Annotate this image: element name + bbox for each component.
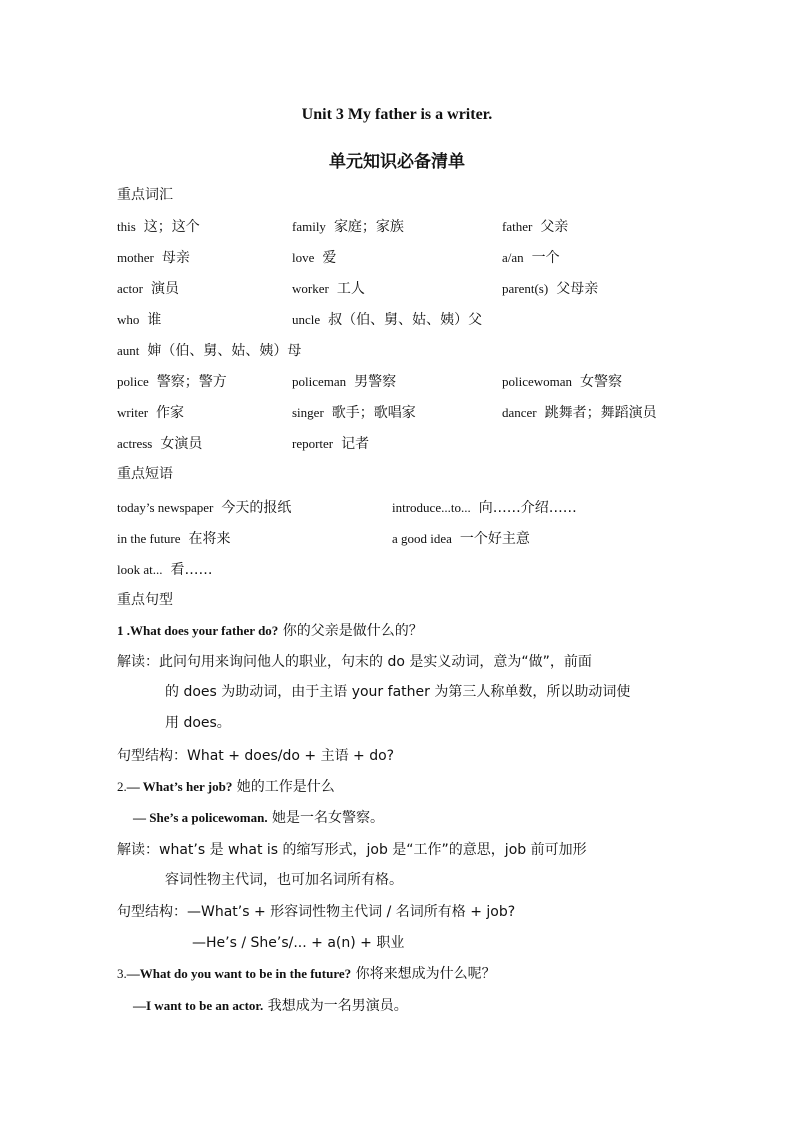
term-en: aunt — [117, 343, 140, 358]
phrase-item — [117, 557, 213, 581]
phrase-item — [392, 526, 530, 550]
term-zh: 今天的报纸 — [221, 500, 292, 516]
vocab-item — [502, 400, 657, 424]
term-zh: 一个 — [531, 250, 560, 266]
sentence-heading: 重点句型 — [117, 592, 173, 608]
term-en: actress — [117, 436, 153, 451]
sentence-2-question: 2.— What’s her job? 她的工作是什么 — [117, 779, 335, 795]
term-en: a/an — [502, 250, 524, 265]
vocab-item — [292, 400, 416, 424]
term-en: look at... — [117, 562, 163, 577]
term-en: introduce...to... — [392, 500, 471, 515]
sentence-2-explain: 解读：what’s 是 what is 的缩写形式，job 是“工作”的意思，job 前可加形 — [117, 842, 587, 858]
term-zh: 警察；警方 — [156, 374, 227, 390]
term-zh: 记者 — [341, 436, 370, 452]
sentence-2-explain-line-2: 容词性物主代词，也可加名词所有格。 — [165, 872, 403, 888]
sentence-1-question: 1 .What does your father do? 你的父亲是做什么的？ — [117, 623, 423, 639]
vocab-item — [117, 338, 301, 362]
sentence-3-answer: —I want to be an actor. 我想成为一名男演员。 — [133, 998, 408, 1014]
term-zh: 这；这个 — [143, 219, 200, 235]
phrase-heading: 重点短语 — [117, 466, 173, 482]
vocab-item — [117, 369, 227, 393]
term-en: father — [502, 219, 533, 234]
sentence-1-explain-line-3: 用 does。 — [165, 715, 231, 731]
phrase-item — [117, 495, 291, 519]
term-en: this — [117, 219, 136, 234]
term-en: dancer — [502, 405, 537, 420]
term-en: mother — [117, 250, 154, 265]
term-en: singer — [292, 405, 324, 420]
term-zh: 作家 — [156, 405, 185, 421]
term-zh: 婶（伯、舅、姑、姨）母 — [147, 343, 302, 359]
term-en: uncle — [292, 312, 321, 327]
sentence-1-explain: 解读：此问句用来询问他人的职业，句末的 do 是实义动词，意为“做”，前面 — [117, 654, 592, 670]
term-en: today’s newspaper — [117, 500, 214, 515]
vocab-item — [502, 369, 622, 393]
term-en: actor — [117, 281, 143, 296]
term-en: who — [117, 312, 140, 327]
vocab-item — [502, 276, 598, 300]
term-en: in the future — [117, 531, 181, 546]
term-zh: 父亲 — [540, 219, 569, 235]
term-en: worker — [292, 281, 329, 296]
term-en: writer — [117, 405, 149, 420]
vocab-item — [117, 431, 202, 455]
vocab-item — [117, 307, 161, 331]
term-zh: 男警察 — [354, 374, 397, 390]
term-zh: 母亲 — [161, 250, 190, 266]
term-zh: 女警察 — [580, 374, 623, 390]
term-zh: 一个好主意 — [459, 531, 530, 547]
vocab-item — [292, 369, 396, 393]
term-zh: 跳舞者；舞蹈演员 — [544, 405, 657, 421]
term-zh: 歌手；歌唱家 — [331, 405, 416, 421]
vocab-item — [117, 400, 184, 424]
sentence-1-explain-line-2: 的 does 为助动词，由于主语 your father 为第三人称单数，所以助动词使 — [165, 684, 631, 700]
term-en: policeman — [292, 374, 347, 389]
term-zh: 父母亲 — [556, 281, 599, 297]
vocab-heading: 重点词汇 — [117, 187, 173, 203]
section-title: 单元知识必备清单 — [329, 152, 465, 172]
sentence-2-answer: — She’s a policewoman. 她是一名女警察。 — [133, 810, 385, 826]
term-zh: 向……介绍…… — [478, 500, 577, 516]
sentence-2-structure: 句型结构：—What’s + 形容词性物主代词 / 名词所有格 + job? — [117, 904, 516, 920]
vocab-item — [502, 214, 568, 238]
term-zh: 家庭；家族 — [333, 219, 404, 235]
term-zh: 女演员 — [160, 436, 203, 452]
phrase-item — [392, 495, 577, 519]
sentence-1-structure: 句型结构：What + does/do + 主语 + do? — [117, 748, 395, 764]
vocab-item — [292, 431, 369, 455]
vocab-item — [502, 245, 560, 269]
term-zh: 叔（伯、舅、姑、姨）父 — [328, 312, 483, 328]
unit-title: Unit 3 My father is a writer. — [301, 106, 493, 123]
vocab-item — [292, 307, 482, 331]
term-en: policewoman — [502, 374, 573, 389]
sentence-3-question: 3.—What do you want to be in the future? 你将来想成为什么呢？ — [117, 966, 496, 982]
term-zh: 工人 — [336, 281, 365, 297]
phrase-item — [117, 526, 231, 550]
sentence-2-structure-line-2: —He’s / She’s/... + a(n) + 职业 — [192, 935, 405, 951]
term-en: reporter — [292, 436, 334, 451]
term-en: parent(s) — [502, 281, 549, 296]
vocab-item — [117, 214, 200, 238]
vocab-item — [292, 245, 336, 269]
vocab-item — [292, 276, 365, 300]
term-zh: 在将来 — [188, 531, 231, 547]
term-en: police — [117, 374, 149, 389]
term-zh: 看…… — [170, 562, 213, 578]
term-zh: 演员 — [150, 281, 179, 297]
term-en: a good idea — [392, 531, 452, 546]
term-zh: 谁 — [147, 312, 162, 328]
vocab-item — [117, 276, 179, 300]
vocab-item — [117, 245, 190, 269]
term-zh: 爱 — [322, 250, 337, 266]
term-en: family — [292, 219, 326, 234]
term-en: love — [292, 250, 315, 265]
vocab-item — [292, 214, 404, 238]
